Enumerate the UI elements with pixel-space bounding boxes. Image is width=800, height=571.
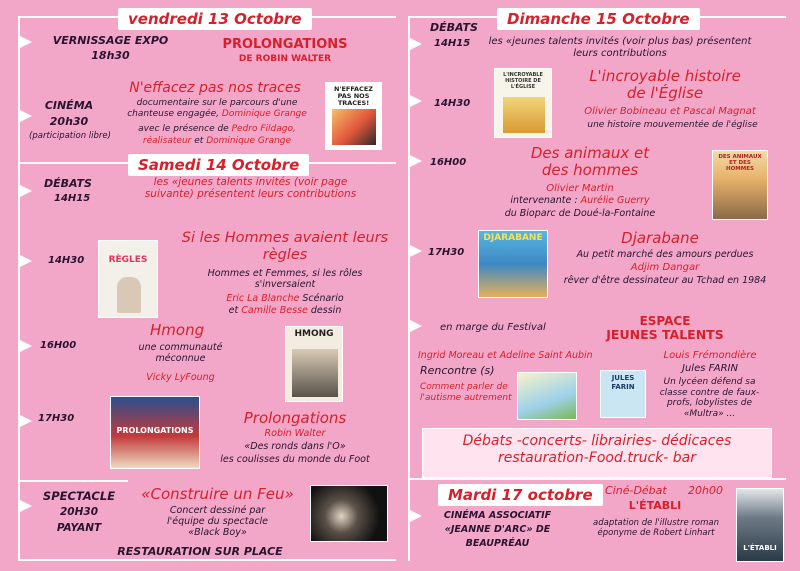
jeunes-1-names: Ingrid Moreau et Adeline Saint Aubin	[418, 350, 593, 361]
jeunes-2-cover-text: JULES FARIN	[611, 374, 635, 391]
film-name: Dominique Grange	[221, 108, 307, 119]
sat-t1-desc: Hommes et Femmes, si les rôles s'inversaient	[207, 268, 363, 291]
film-role: réalisateur	[142, 136, 192, 146]
sat-t2-cover-art	[292, 349, 338, 397]
day-friday: vendredi 13 Octobre	[118, 8, 312, 30]
jeunes-1-title: Rencontre (s)	[420, 364, 495, 377]
film-desc	[122, 98, 312, 119]
festival-banner-line2: restauration-Food.truck- bar	[498, 449, 696, 466]
show-label: SPECTACLE	[42, 489, 116, 503]
festival-banner-line1: Débats -concerts- librairies- dédicaces	[462, 433, 732, 449]
arrow-sun-2	[410, 95, 422, 107]
sun-t3-title: Djarabane	[621, 229, 699, 247]
sat-t2-cover-text: HMONG	[294, 329, 334, 339]
sun-t2-guest-prefix: intervenante :	[510, 195, 578, 206]
sun-t2-place: du Bioparc de Doué-la-Fontaine	[504, 208, 656, 219]
tue-poster-text: L'ÉTABLI	[743, 544, 777, 552]
arrow-sat-1	[20, 185, 32, 197]
sat-t3-cover-text: PROLONGATIONS	[116, 426, 194, 435]
sun-t2-cover-image	[712, 150, 768, 220]
show-time: 20H30	[59, 506, 98, 518]
sat-t3-desc2: les coulisses du monde du Foot	[220, 454, 370, 465]
sun-t2-time: 16H00	[430, 157, 467, 168]
sat-t2-time: 16H00	[40, 340, 77, 351]
sun-t1-desc: une histoire mouvementée de l'église	[587, 120, 758, 130]
show-photo-image	[310, 485, 388, 542]
film-presence	[122, 124, 312, 135]
sat-t1-author-a-role: Scénario	[302, 293, 344, 304]
sun-t1-time: 14H30	[434, 98, 471, 109]
show-desc: Concert dessiné par l'équipe du spectacle «Black Boy»	[166, 505, 269, 539]
jeunes-2-desc: Un lycéen défend sa classe contre de faux-profs, lobylistes de «Multra» ...	[659, 377, 760, 419]
day-tuesday: Mardi 17 octobre	[438, 484, 603, 506]
sat-t2-cover-image	[285, 326, 343, 402]
sun-t2-title: Des animaux et des hommes	[530, 144, 650, 180]
sun-t1-cover-text: L'INCROYABLE HISTOIRE DE L'ÉGLISE	[503, 72, 543, 90]
arrow-sun-1	[410, 38, 422, 50]
sat-t2-desc: une communauté méconnue	[138, 342, 223, 365]
sat-t1-author-a: Eric La Blanche	[226, 293, 300, 304]
sun-t1-title: L'incroyable histoire de l'Église	[589, 67, 741, 103]
espace-title-1: ESPACE	[639, 314, 691, 328]
cinema-time: 20h30	[49, 115, 89, 128]
arrow-sun-3	[410, 155, 422, 167]
sun-t2-guest-line	[460, 195, 700, 206]
espace-title-2: JEUNES TALENTS	[606, 327, 724, 342]
jeunes-1-desc: Comment parler de l'autisme autrement	[420, 382, 512, 403]
sun-t3-cover-text: DJARABANE	[483, 233, 543, 243]
sat-t1-authors	[180, 293, 390, 317]
sun-t3-desc: Au petit marché des amours perdues	[576, 249, 754, 260]
prolongations-expo: PROLONGATIONS	[222, 37, 348, 52]
sat-t1-cover-image	[98, 240, 158, 318]
film-poster-text: N'EFFACEZ PAS NOS TRACES!	[334, 85, 373, 107]
sat-t3-desc1: «Des ronds dans l'O»	[244, 441, 346, 452]
cinema-label: CINÉMA	[44, 99, 94, 112]
right-frame-mid	[408, 478, 786, 480]
sun-t1-authors: Olivier Bobineau et Pascal Magnat	[584, 106, 756, 117]
sat-t1-authors-and: et	[228, 304, 239, 316]
tue-cine-place: L'ÉTABLI	[628, 499, 682, 512]
show-price: PAYANT	[56, 522, 102, 534]
arrow-sat-4	[20, 415, 32, 427]
sun-debats-time: 14H15	[434, 38, 471, 49]
film-presence-text: avec le présence de	[138, 124, 229, 134]
sun-debats-text: les «jeunes talents invités (voir plus bas) présentent leurs contributions	[488, 36, 752, 59]
sat-t1-title: Si les Hommes avaient leurs règles	[181, 230, 389, 263]
sat-t1-author-b: Camille Besse	[241, 304, 308, 316]
jeunes-2-name2: Jules FARIN	[682, 363, 738, 374]
sun-t2-author: Olivier Martin	[546, 183, 614, 194]
sat-debats-label: DÉBATS	[44, 177, 92, 190]
sat-t1-cover-text: RÈGLES	[108, 255, 148, 265]
sun-t3-author: Adjim Dangar	[630, 262, 700, 273]
left-frame-bottom	[18, 559, 396, 561]
tue-cinema-line3: BEAUPRÉAU	[465, 538, 530, 549]
vernissage-time: 18h30	[91, 49, 130, 62]
arrow-sat-3	[20, 340, 32, 352]
vernissage-label: VERNISSAGE EXPO	[52, 34, 169, 47]
film-poster-art	[332, 109, 376, 145]
sat-debats-time: 14H15	[54, 193, 91, 204]
sun-t2-cover-text: DES ANIMAUX ET DES HOMMES	[718, 154, 762, 172]
film-title: N'effacez pas nos traces	[129, 80, 301, 96]
sun-t1-cover-image	[494, 68, 552, 138]
film-poster-image	[325, 82, 382, 150]
sat-t3-time: 17H30	[38, 413, 75, 424]
film-guests-line	[122, 136, 312, 147]
sat-debats-text: les «jeunes talents invités (voir page suivante) présentent leurs contributions	[144, 176, 357, 201]
sun-debats-label: DÉBATS	[430, 21, 478, 34]
tue-cinema-line2: «JEANNE D'ARC» DE	[444, 524, 551, 535]
jeunes-2-cover-image	[600, 370, 646, 418]
sat-t1-cover-art	[117, 277, 141, 313]
film-guest: Pedro Fildago,	[231, 124, 296, 134]
day-sunday: Dimanche 15 Octobre	[497, 8, 700, 30]
sun-t3-time: 17H30	[428, 247, 465, 258]
festival-banner	[422, 428, 772, 478]
sat-t3-title: Prolongations	[243, 409, 347, 427]
sat-t1-time: 14H30	[48, 255, 85, 266]
sun-t3-desc2: rêver d'être dessinateur au Tchad en 1984	[563, 275, 767, 286]
show-title: «Construire un Feu»	[141, 485, 294, 503]
sat-t3-author: Robin Walter	[264, 428, 326, 439]
sun-t2-guest: Aurélie Guerry	[580, 195, 650, 206]
day-saturday: Samedi 14 Octobre	[128, 154, 309, 176]
sat-t1-author-b-role: dessin	[310, 304, 342, 316]
tue-poster-image	[736, 488, 784, 562]
tue-cinema-line1: CINÉMA ASSOCIATIF	[443, 510, 552, 521]
jeunes-1-drawing-image	[517, 372, 577, 420]
sat-t3-cover-image	[110, 396, 200, 469]
espace-marge: en marge du Festival	[440, 322, 546, 333]
cinema-note: (participation libre)	[29, 131, 111, 141]
arrow-sun-5	[410, 320, 422, 332]
arrow-sun-4	[410, 245, 422, 257]
restauration-sur-place: RESTAURATION SUR PLACE	[117, 545, 283, 558]
arrow-sat-2	[20, 255, 32, 267]
prolongations-expo-by: DE ROBIN WALTER	[238, 54, 332, 64]
left-divider-show	[18, 480, 128, 482]
sat-t2-author: Vicky LyFoung	[146, 372, 215, 383]
tue-cine-label: Ciné-Débat	[605, 484, 667, 497]
sun-t1-cover-art	[503, 97, 545, 133]
tue-desc: adaptation de l'illustre roman éponyme de Robert Linhart	[593, 518, 719, 539]
jeunes-2-name1: Louis Frémondière	[663, 350, 757, 361]
film-desc-text: documentaire sur le parcours d'une chanteuse engagée,	[127, 98, 298, 119]
film-and: et	[194, 136, 204, 146]
tue-cine-time: 20h00	[688, 484, 723, 497]
sun-t3-cover-image	[478, 230, 548, 298]
sat-t2-title: Hmong	[150, 321, 205, 339]
film-guest2: Dominique Grange	[206, 136, 292, 146]
